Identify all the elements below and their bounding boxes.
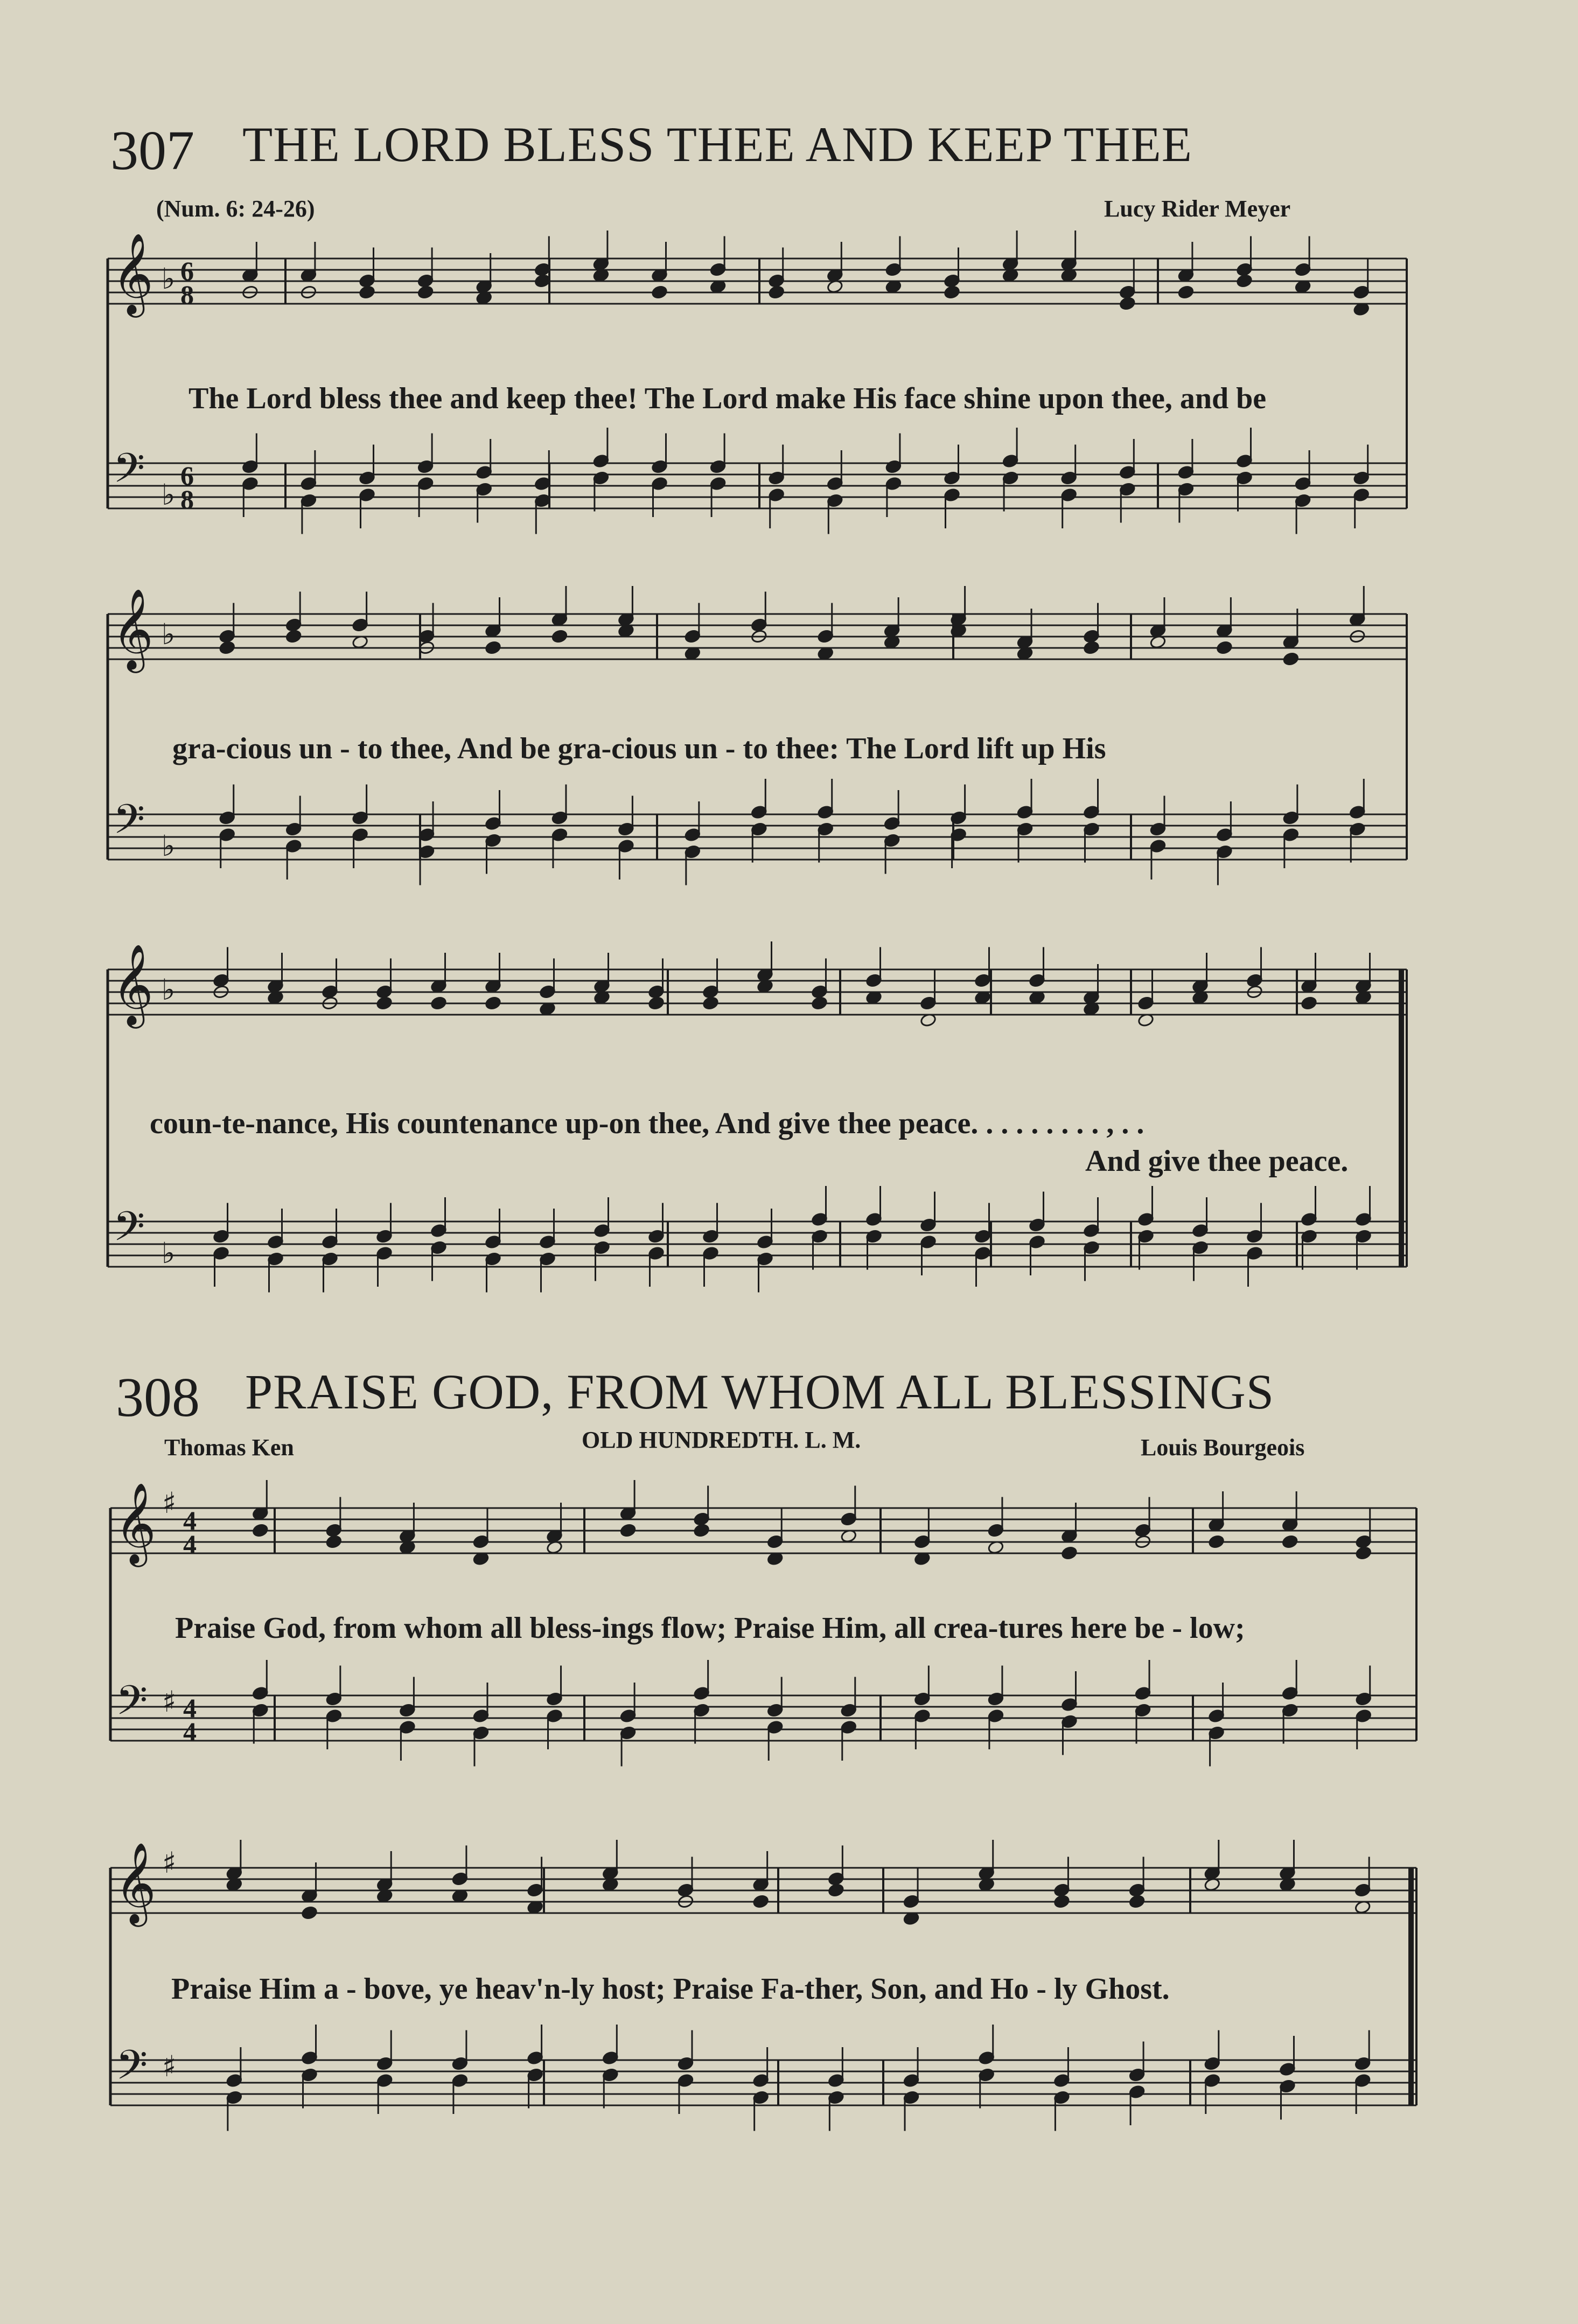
key-signature-accidental: ♯ (162, 2049, 177, 2083)
bass-clef: 𝄢 (116, 2041, 148, 2099)
key-signature-accidental: ♭ (162, 1236, 176, 1270)
note-head (1053, 1894, 1070, 1909)
hymn-308-number: 308 (116, 1366, 200, 1428)
hymn-308-title: PRAISE GOD, FROM WHOM ALL BLESSINGS (245, 1364, 1275, 1419)
note-head (768, 285, 785, 299)
note-head (693, 1523, 710, 1538)
time-signature-top: 4 (183, 1505, 197, 1536)
time-signature-top: 6 (180, 256, 194, 286)
key-signature-accidental: ♭ (162, 829, 176, 863)
note-head (828, 1883, 844, 1897)
treble-clef: 𝄞 (115, 1841, 156, 1923)
note-head (1208, 1534, 1225, 1549)
note-head (485, 996, 501, 1010)
hymn-307-title: THE LORD BLESS THEE AND KEEP THEE (242, 117, 1192, 172)
note-head (1282, 1534, 1298, 1549)
note-head (1216, 640, 1233, 655)
bass-clef: 𝄢 (113, 444, 145, 502)
note-head (301, 1906, 318, 1920)
key-signature-accidental: ♭ (162, 262, 176, 296)
note-head (1282, 652, 1299, 666)
note-head (944, 285, 960, 299)
hymn-307-lyric-line-2: gra-cious un - to thee, And be gra-cious un - to thee: The Lord lift up His (172, 732, 1106, 765)
note-head (485, 640, 501, 655)
key-signature-accidental: ♭ (162, 617, 176, 651)
hymn-307-lyric-line-4: And give thee peace. (1085, 1144, 1349, 1178)
hymn-307-reference: (Num. 6: 24-26) (156, 196, 315, 222)
note-head (651, 285, 668, 299)
bass-clef: 𝄢 (113, 1203, 145, 1260)
note-head (325, 1534, 342, 1549)
note-head (1061, 1546, 1078, 1560)
note-head (219, 640, 235, 655)
note-head (430, 996, 447, 1010)
key-signature-accidental: ♯ (162, 1485, 177, 1520)
treble-clef: 𝄞 (115, 1482, 156, 1564)
hymn-308-lyric-line-2: Praise Him a - bove, ye heav'n-ly host; Praise Fa-ther, Son, and Ho - ly Ghost. (171, 1972, 1170, 2006)
note-head (648, 996, 665, 1010)
note-head (702, 996, 719, 1010)
note-head (359, 285, 375, 299)
treble-clef: 𝄞 (112, 232, 153, 314)
time-signature-top: 4 (183, 1693, 197, 1723)
note-head (1083, 640, 1100, 655)
note-head (811, 996, 828, 1010)
key-signature-accidental: ♯ (162, 1845, 177, 1880)
time-signature-bottom: 4 (183, 1529, 197, 1559)
note-head (1129, 1894, 1146, 1909)
note-head (1236, 274, 1253, 288)
note-head (620, 1523, 637, 1538)
hymn-307-author: Lucy Rider Meyer (1104, 196, 1291, 222)
time-signature-bottom: 8 (180, 280, 194, 310)
note-head (1301, 996, 1317, 1010)
note-head (376, 996, 393, 1010)
hymn-308-tune: OLD HUNDREDTH. L. M. (582, 1427, 861, 1453)
treble-clef: 𝄞 (112, 943, 153, 1025)
note-head (752, 1894, 769, 1909)
key-signature-accidental: ♭ (162, 973, 176, 1007)
note-head (551, 629, 568, 644)
note-head (285, 629, 302, 644)
note-head (252, 1523, 269, 1538)
key-signature-accidental: ♭ (162, 478, 176, 512)
note-head (1119, 296, 1136, 311)
time-signature-top: 6 (180, 460, 194, 491)
note-head (1355, 1546, 1372, 1560)
bass-clef: 𝄢 (113, 795, 145, 853)
time-signature-bottom: 4 (183, 1716, 197, 1747)
hymn-308-lyric-line-1: Praise God, from whom all bless-ings flow; Praise Him, all crea-tures here be - low; (175, 1611, 1245, 1645)
hymn-307-lyric-line-3: coun-te-nance, His countenance up-on thee, And give thee peace. . . . . . . . . , . . (150, 1107, 1144, 1140)
note-head (1177, 285, 1194, 299)
time-signature-bottom: 8 (180, 484, 194, 514)
hymn-308-author: Thomas Ken (164, 1434, 294, 1461)
key-signature-accidental: ♯ (162, 1684, 177, 1719)
hymn-307-lyric-line-1: The Lord bless thee and keep thee! The Lord make His face shine upon thee, and be (188, 382, 1267, 415)
hymn-307-number: 307 (110, 120, 194, 182)
note-head (417, 285, 434, 299)
bass-clef: 𝄢 (116, 1677, 148, 1734)
hymn-308-composer: Louis Bourgeois (1141, 1434, 1305, 1461)
treble-clef: 𝄞 (112, 588, 153, 669)
